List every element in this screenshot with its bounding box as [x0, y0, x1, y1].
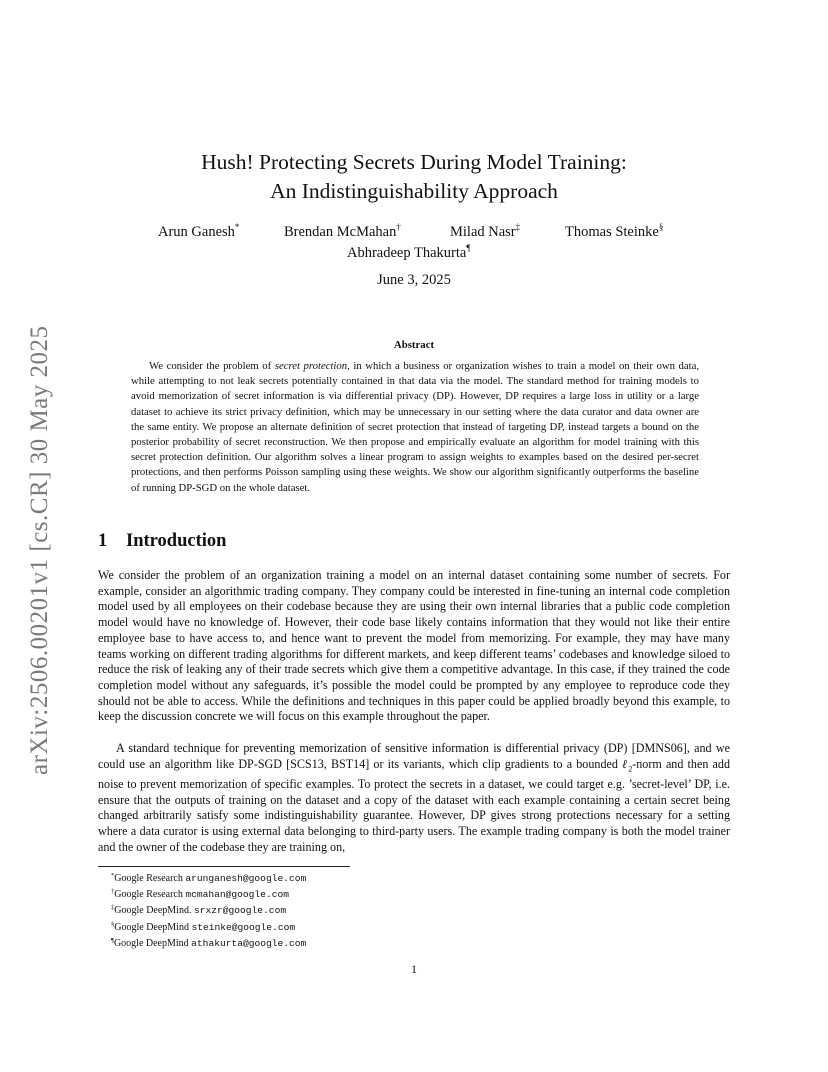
publication-date: June 3, 2025: [377, 272, 451, 288]
footnote: §Google DeepMind steinke@google.com: [111, 920, 296, 933]
author-name: Arun Ganesh*: [158, 222, 240, 240]
page-number: 1: [411, 962, 417, 976]
footnote: *Google Research arunganesh@google.com: [111, 872, 307, 884]
section-heading: [98, 531, 226, 552]
author-name: Milad Nasr‡: [450, 222, 521, 240]
author-mark: *: [234, 222, 240, 232]
author-mark: ‡: [515, 222, 521, 232]
paper-title-line-2: An Indistinguishability Approach: [270, 179, 558, 203]
author-mark: §: [658, 222, 664, 232]
author-mark: ¶: [466, 243, 471, 253]
abstract-emphasis: secret protection: [274, 360, 348, 372]
section-title: Introduction: [126, 531, 227, 551]
author-name: Abhradeep Thakurta¶: [347, 243, 471, 261]
paper-title-line-1: Hush! Protecting Secrets During Model Training:: [201, 150, 627, 174]
footnote: †Google Research mcmahan@google.com: [111, 888, 289, 901]
abstract-heading: Abstract: [393, 339, 435, 351]
footnote: ‡Google DeepMind. srxzr@google.com: [111, 904, 287, 917]
intro-paragraph-1: We consider the problem of an organization training a model on an internal dataset containing some number of secrets. For example, consider an algorithmic trading company. They company could be interested in fine-tuning an internal code completion model used by all employees on their codebase because they are using their own internal libraries that a public code completion model would have no knowledge of. However, their code base likely contains information that they would not like their entire employee base to have access to, and hence want to prevent the model from memorizing. For example, they may have many teams working on different trading algorithms for different markets, and keep different teams’ codebases and knowledge siloed to reduce the risk of leaking any of their trade secrets which give them a competitive advantage. In this case, if they trained the code completion model without any safeguards, it’s possible the model could be prompted by any employee to reproduce code they should not be able to access. While the definitions and techniques in this paper could be applied broadly beyond this example, to keep the discussion concrete we will focus on this example throughout the paper.: [98, 568, 730, 724]
section-number: 1: [98, 531, 108, 551]
footnote: ¶Google DeepMind athakurta@google.com: [111, 936, 307, 949]
author-mark: †: [396, 222, 401, 232]
author-name: Brendan McMahan†: [284, 222, 401, 240]
author-name: Thomas Steinke§: [565, 222, 664, 240]
footnotes: [111, 869, 306, 950]
author-list: [0, 222, 828, 261]
footnote-rule: [98, 866, 350, 867]
intro-paragraph-2: A standard technique for preventing memorization of sensitive information is differential privacy (DP) [DMNS06], and we could use an algorithm like DP-SGD [SCS13, BST14] or its variants, which clip gradients to a bounded ℓ$_2$-norm and then add noise to prevent memorization of specific examples. To protect the secrets in a dataset, we could target e.g. ’secret-level’ DP, i.e. ensure that the outputs of training on the dataset and a copy of the dataset with each example containing a certain secret being changed arbitrarily satisfy some indistinguishability guarantee. However, DP gives strong protections necessary for a setting where a data curator is using external data belonging to third-party users. The example trading company is both the model trainer and the owner of the codebase they are training on,: [98, 741, 730, 854]
arxiv-stamp: arXiv:2506.00201v1 [cs.CR] 30 May 2025: [26, 325, 53, 775]
abstract-body: We consider the problem of secret protection, in which a business or organization wishes to train a model on their own data, while attempting to not leak secrets potentially contained in that data via the model. The standard method for training models to avoid memorization of secret information is via differential privacy (DP). However, DP requires a large loss in utility or a large dataset to achieve its strict privacy definition, which may be unnecessary in our setting where the data curator and data owner are the same entity. We propose an alternate definition of secret protection that instead of targeting DP, instead targets a bound on the posterior probability of secret reconstruction. We then propose and empirically evaluate an algorithm for model training with this secret protection definition. Our algorithm solves a linear program to assign weights to examples based on the desired per-secret protections, and then performs Poisson sampling using these weights. We show our algorithm significantly outperforms the baseline of running DP-SGD on the whole dataset.: [131, 360, 700, 494]
